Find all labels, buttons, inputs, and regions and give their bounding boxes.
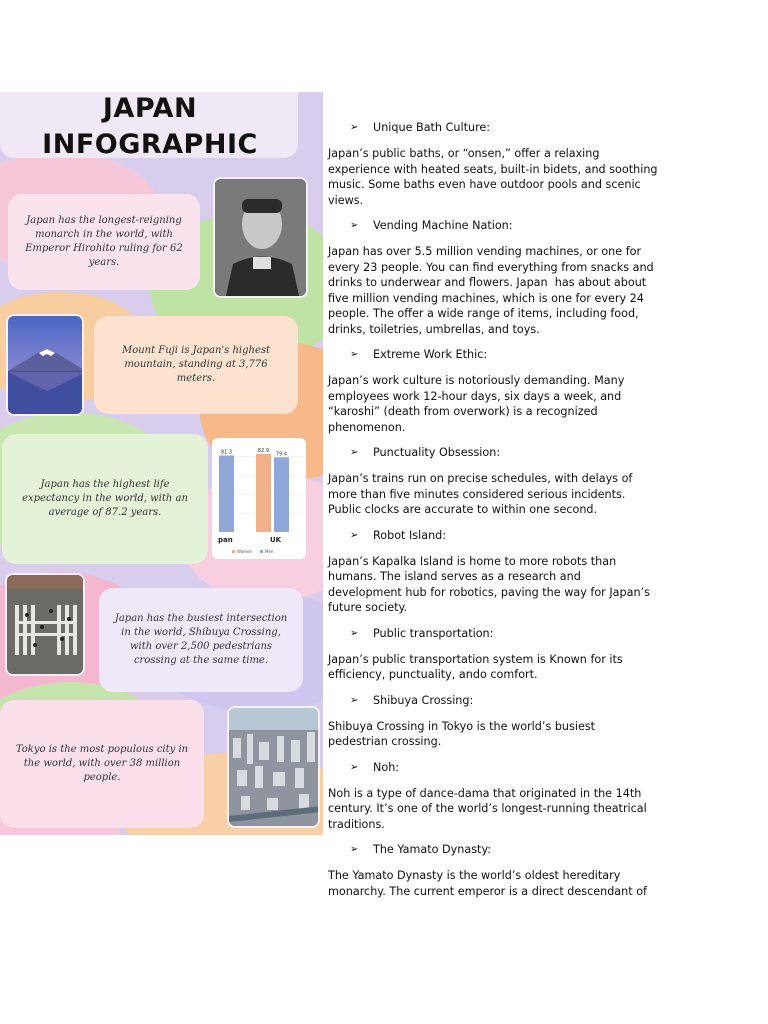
section-paragraph (328, 373, 668, 435)
paragraph-line: views. (328, 193, 364, 207)
paragraph-line: experience with heated seats, built-in bidets, and soothing (328, 162, 658, 176)
section-heading-text: The Yamato Dynasty: (373, 843, 492, 857)
chart-bar (256, 454, 271, 532)
poster-title-line2: INFOGRAPHIC (42, 129, 258, 160)
chart-legend-label: Women (237, 549, 253, 554)
section-heading-text: Extreme Work Ethic: (373, 348, 488, 362)
section-paragraph (328, 244, 668, 337)
section-heading (350, 842, 668, 858)
chart-category-label: UK (270, 536, 282, 544)
tokyo-city-image (227, 706, 320, 828)
fact-card-tokyo: Tokyo is the most populous city in the world, with over 38 million people. (0, 700, 204, 828)
section-heading-text: Public transportation: (373, 626, 494, 640)
chart-category-label: pan (218, 536, 233, 544)
section-heading (350, 445, 668, 461)
section-paragraph (328, 719, 668, 750)
paragraph-line: five million vending machines, which is one for every 24 (328, 291, 644, 305)
paragraph-line: phenomenon. (328, 420, 406, 434)
section-paragraph (328, 146, 668, 208)
life-expectancy-bar-chart (212, 438, 306, 559)
section-paragraph (328, 554, 668, 616)
section-heading-text: Punctuality Obsession: (373, 446, 501, 460)
arrow-bullet-icon: ➢ (350, 122, 359, 134)
section-heading-text: Noh: (373, 760, 400, 774)
paragraph-line: Shibuya Crossing in Tokyo is the world’s busiest (328, 719, 596, 733)
paragraph-line: Japan has over 5.5 million vending machines, or one for (328, 245, 642, 258)
chart-legend-swatch (260, 550, 263, 553)
section-heading (350, 120, 668, 136)
chart-legend-swatch (232, 550, 235, 553)
paragraph-line: employees work 12-hour days, six days a week, and (328, 389, 622, 403)
japan-infographic (0, 92, 323, 835)
poster-title-line1: JAPAN (102, 93, 198, 124)
section-paragraph (328, 868, 668, 899)
paragraph-line: every 23 people. You can find everything from snacks and (328, 260, 654, 274)
paragraph-line: pedestrian crossing. (328, 735, 442, 748)
paragraph-line: “karoshi” (death from overwork) is a recognized (328, 405, 598, 418)
life-expectancy-chart (212, 438, 306, 559)
fact-card-hirohito: Japan has the longest-reigning monarch in the world, with Emperor Hirohito ruling for 62 years. (8, 194, 200, 290)
section-paragraph (328, 786, 668, 833)
paragraph-line: The Yamato Dynasty is the world’s oldest hereditary (328, 869, 621, 882)
chart-data-label: 82.9 (257, 447, 270, 454)
chart-bar (219, 455, 234, 532)
paragraph-line: drinks to underwear and flowers. Japan has about about (328, 276, 647, 289)
paragraph-line: people. The offer a wide range of items, including food, (328, 307, 639, 320)
chart-data-label: 79.4 (275, 451, 288, 458)
arrow-bullet-icon: ➢ (350, 529, 359, 541)
arrow-bullet-icon: ➢ (350, 349, 359, 361)
paragraph-line: Japan’s public transportation system is Known for its (328, 652, 623, 666)
arrow-bullet-icon: ➢ (350, 627, 359, 639)
fact-card-shibuya: Japan has the busiest intersection in the world, Shibuya Crossing, with over 2,500 pedestrians crossing at the same time. (99, 588, 303, 692)
chart-data-label: 81.3 (220, 449, 233, 456)
section-heading-text: Unique Bath Culture: (373, 121, 491, 135)
section-heading-text: Vending Machine Nation: (373, 219, 513, 233)
facts-text-column (328, 120, 668, 909)
section-heading-text: Robot Island: (373, 528, 447, 542)
paragraph-line: Public clocks are accurate to within one second. (328, 503, 598, 516)
section-heading-text: Shibuya Crossing: (373, 693, 474, 707)
paragraph-line: efficiency, punctuality, ando comfort. (328, 668, 538, 681)
paragraph-line: drinks, toiletries, umbrellas, and toys. (328, 322, 540, 336)
paragraph-line: Japan’s trains run on precise schedules, with delays of (328, 472, 633, 485)
mount-fuji-image (6, 314, 84, 416)
chart-legend-label: Men (265, 549, 274, 554)
paragraph-line: future society. (328, 601, 408, 614)
paragraph-line: development hub for robotics, paving the way for Japan’s (328, 585, 650, 599)
paragraph-line: century. It’s one of the world’s longest-running theatrical (328, 802, 647, 815)
section-heading (350, 218, 668, 234)
fact-card-life-expectancy: Japan has the highest life expectancy in the world, with an average of 87.2 years. (2, 434, 208, 564)
paragraph-line: Japan’s work culture is notoriously demanding. Many (328, 374, 625, 387)
section-paragraph (328, 652, 668, 683)
arrow-bullet-icon: ➢ (350, 447, 359, 459)
paragraph-line: monarchy. The current emperor is a direct descendant of (328, 884, 647, 898)
section-heading (350, 693, 668, 709)
paragraph-line: Noh is a type of dance-dama that originated in the 14th (328, 786, 642, 800)
arrow-bullet-icon: ➢ (350, 694, 359, 706)
paragraph-line: Japan’s public baths, or “onsen,” offer a relaxing (328, 147, 600, 160)
section-heading (350, 528, 668, 544)
paragraph-line: music. Some baths even have outdoor pools and scenic (328, 178, 641, 191)
arrow-bullet-icon: ➢ (350, 220, 359, 232)
section-heading (350, 760, 668, 776)
shibuya-crossing-image (5, 573, 85, 676)
chart-bar (274, 457, 289, 532)
hirohito-portrait-image (213, 177, 308, 298)
section-paragraph (328, 471, 668, 518)
arrow-bullet-icon: ➢ (350, 844, 359, 856)
section-heading (350, 626, 668, 642)
arrow-bullet-icon: ➢ (350, 761, 359, 773)
paragraph-line: more than five minutes considered serious incidents. (328, 487, 626, 501)
paragraph-line: humans. The island serves as a research and (328, 570, 581, 583)
paragraph-line: Japan’s Kapalka Island is home to more robots than (328, 554, 617, 568)
paragraph-line: traditions. (328, 817, 385, 831)
fact-card-mount-fuji: Mount Fuji is Japan's highest mountain, standing at 3,776 meters. (94, 316, 298, 414)
section-heading (350, 347, 668, 363)
